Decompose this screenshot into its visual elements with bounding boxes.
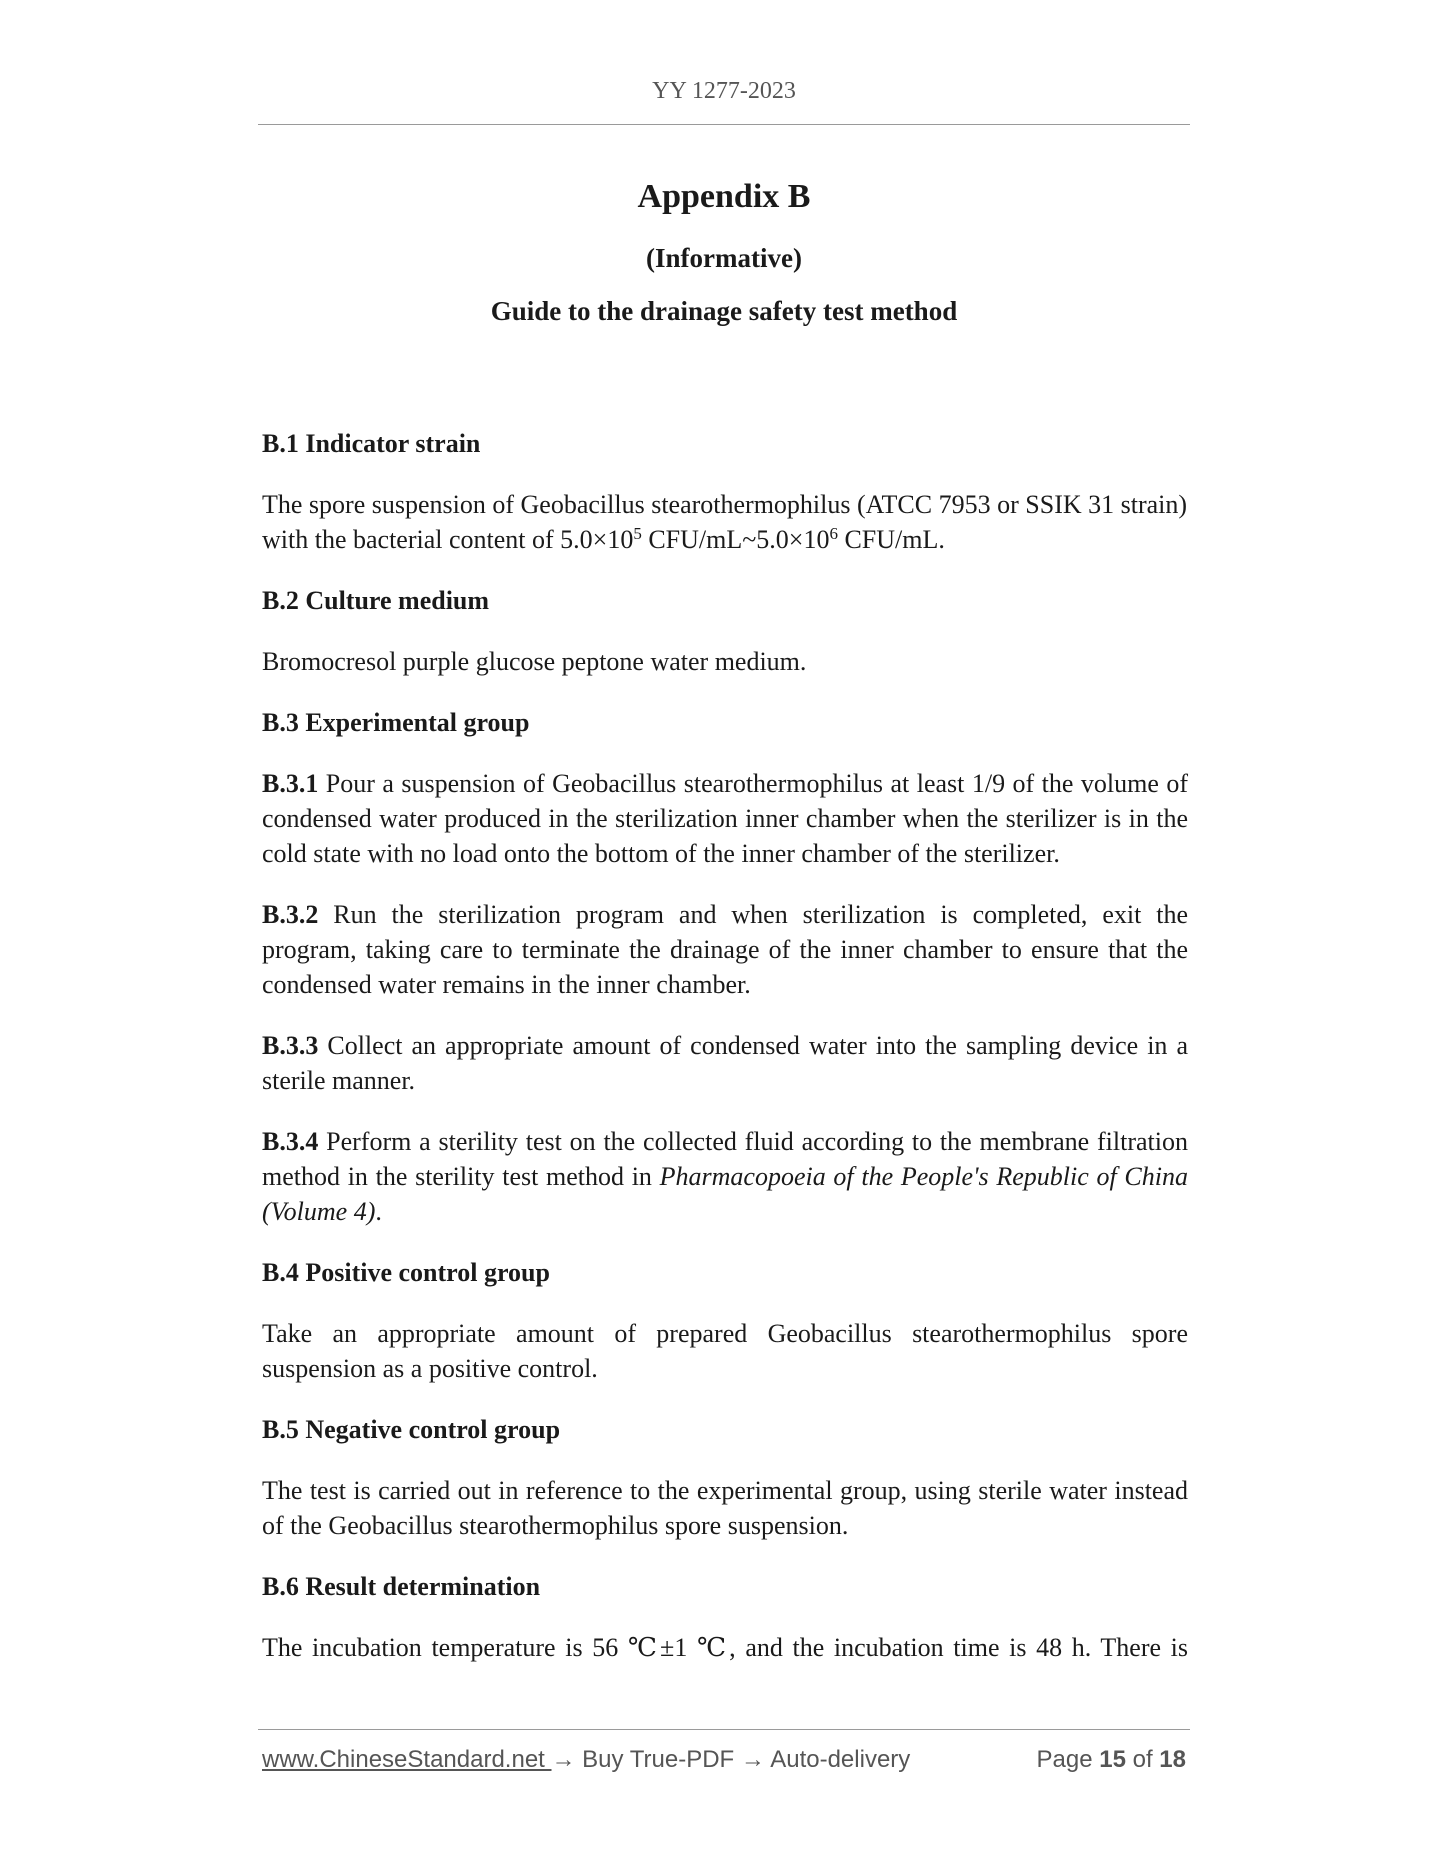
clause-text-b33: Collect an appropriate amount of condensed water into the sampling device in a sterile manner. bbox=[262, 1031, 1188, 1095]
clause-text-b31: Pour a suspension of Geobacillus stearothermophilus at least 1/9 of the volume of condensed water produced in the sterilization inner chamber when the sterilizer is in the cold state with no load onto the bottom of the inner chamber of the sterilizer. bbox=[262, 769, 1188, 868]
section-heading-b3: B.3 Experimental group bbox=[262, 708, 530, 737]
paragraph-b1-text-c: CFU/mL. bbox=[837, 525, 945, 554]
appendix-title: Appendix B bbox=[637, 178, 811, 215]
section-heading-b4: B.4 Positive control group bbox=[262, 1258, 550, 1287]
paragraph-b5: The test is carried out in reference to the experimental group, using sterile water instead of the Geobacillus stearothermophilus spore suspension. bbox=[262, 1476, 1188, 1540]
document-body bbox=[262, 426, 1188, 1691]
clause-label-b31: B.3.1 bbox=[262, 769, 319, 798]
paragraph-b1-text-a: The spore suspension of Geobacillus stearothermophilus (ATCC 7953 or SSIK 31 strain) with the bacterial content of 5.0×10 bbox=[262, 490, 1188, 554]
section-heading-b6: B.6 Result determination bbox=[262, 1572, 541, 1601]
paragraph-b34 bbox=[262, 1124, 1188, 1229]
purchase-flow-text: → Buy True-PDF → Auto-delivery bbox=[551, 1746, 911, 1773]
footer-purchase-line bbox=[262, 1746, 910, 1774]
appendix-type: (Informative) bbox=[646, 243, 802, 273]
clause-label-b32: B.3.2 bbox=[262, 900, 319, 929]
section-heading-b5: B.5 Negative control group bbox=[262, 1415, 561, 1444]
website-link[interactable]: www.ChineseStandard.net bbox=[262, 1746, 552, 1773]
section-heading-b1: B.1 Indicator strain bbox=[262, 429, 481, 458]
paragraph-b4: Take an appropriate amount of prepared Geobacillus stearothermophilus spore suspension as a positive control. bbox=[262, 1319, 1188, 1383]
paragraph-b1 bbox=[262, 487, 1188, 557]
paragraph-b1-text-b: CFU/mL~5.0×10 bbox=[641, 525, 830, 554]
clause-label-b34: B.3.4 bbox=[262, 1127, 319, 1156]
exponent-6: 6 bbox=[829, 524, 838, 543]
paragraph-b33 bbox=[262, 1028, 1188, 1098]
paragraph-b31 bbox=[262, 766, 1188, 871]
page-footer bbox=[262, 1746, 1186, 1782]
footer-rule bbox=[258, 1729, 1190, 1730]
clause-end-b34: . bbox=[375, 1197, 382, 1226]
clause-text-b34: Perform a sterility test on the collected fluid according to the membrane filtration method in the sterility test method in bbox=[262, 1127, 1188, 1191]
page-number bbox=[1037, 1746, 1186, 1774]
paragraph-b6: The incubation temperature is 56 ℃±1 ℃, and the incubation time is 48 h. There is bbox=[262, 1633, 1188, 1662]
pharmacopoeia-reference: Pharmacopoeia of the People's Republic of China (Volume 4) bbox=[262, 1162, 1188, 1226]
paragraph-b2: Bromocresol purple glucose peptone water medium. bbox=[262, 647, 807, 676]
paragraph-b32 bbox=[262, 897, 1188, 1002]
clause-text-b32: Run the sterilization program and when sterilization is completed, exit the program, taking care to terminate the drainage of the inner chamber to ensure that the condensed water remains in the inner chamber. bbox=[262, 900, 1188, 999]
total-pages: 18 bbox=[1159, 1746, 1186, 1773]
page-label: Page bbox=[1036, 1746, 1100, 1773]
header-rule bbox=[258, 124, 1190, 125]
section-heading-b2: B.2 Culture medium bbox=[262, 586, 490, 615]
document-code: YY 1277-2023 bbox=[652, 78, 796, 104]
current-page: 15 bbox=[1099, 1746, 1126, 1773]
appendix-subtitle: Guide to the drainage safety test method bbox=[490, 296, 958, 326]
clause-label-b33: B.3.3 bbox=[262, 1031, 319, 1060]
of-label: of bbox=[1125, 1746, 1160, 1773]
exponent-5: 5 bbox=[633, 524, 642, 543]
